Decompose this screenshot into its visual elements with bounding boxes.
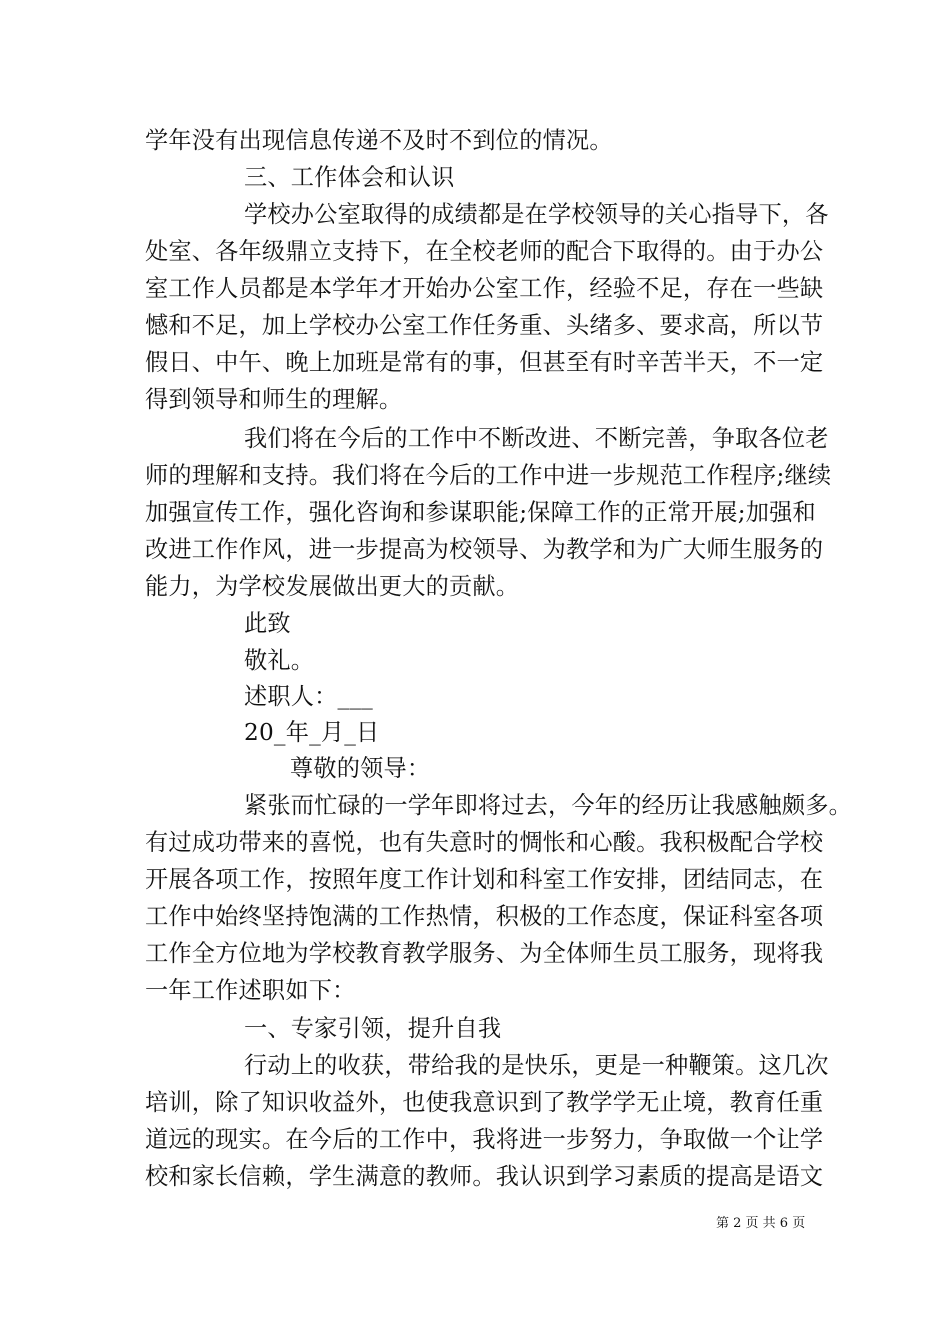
page-number: 第 2 页 共 6 页 [716,1216,806,1231]
closing-line: 此致 [244,610,291,637]
text-line: 憾和不足，加上学校办公室工作任务重、头绪多、要求高，所以节 [145,312,824,339]
text-line: 有过成功带来的喜悦，也有失意时的惆怅和心酸。我积极配合学校 [145,829,824,856]
text-line: 处室、各年级鼎立支持下，在全校老师的配合下取得的。由于办公 [145,238,824,265]
text-line: 得到领导和师生的理解。 [145,386,403,413]
section-heading: 一、专家引领，提升自我 [244,1015,502,1042]
signature-line: 述职人：___ [244,683,373,710]
text-line: 假日、中午、晚上加班是常有的事，但甚至有时辛苦半天，不一定 [145,349,824,376]
text-line: 开展各项工作，按照年度工作计划和科室工作安排，团结同志，在 [145,866,824,893]
section-heading: 三、工作体会和认识 [244,164,455,191]
closing-line: 敬礼。 [244,647,315,674]
text-line: 师的理解和支持。我们将在今后的工作中进一步规范工作程序;继续 [145,462,832,489]
text-line: 我们将在今后的工作中不断改进、不断完善，争取各位老 [244,425,829,452]
text-line: 加强宣传工作，强化咨询和参谋职能;保障工作的正常开展;加强和 [145,499,816,526]
text-line: 工作中始终坚持饱满的工作热情，积极的工作态度，保证科室各项 [145,903,824,930]
text-line: 能力，为学校发展做出更大的贡献。 [145,573,520,600]
text-line: 学年没有出现信息传递不及时不到位的情况。 [145,127,613,154]
text-line: 培训，除了知识收益外，也使我意识到了教学学无止境，教育任重 [145,1089,824,1116]
text-line: 行动上的收获，带给我的是快乐，更是一种鞭策。这几次 [244,1052,829,1079]
text-line: 改进工作作风，进一步提高为校领导、为教学和为广大师生服务的 [145,536,824,563]
text-line: 紧张而忙碌的一学年即将过去，今年的经历让我感触颇多。 [244,792,853,819]
salutation: 尊敬的领导： [290,755,431,782]
text-line: 学校办公室取得的成绩都是在学校领导的关心指导下，各 [244,201,829,228]
text-line: 一年工作述职如下： [145,977,356,1004]
text-line: 校和家长信赖，学生满意的教师。我认识到学习素质的提高是语文 [145,1163,824,1190]
text-line: 室工作人员都是本学年才开始办公室工作，经验不足，存在一些缺 [145,275,824,302]
text-line: 道远的现实。在今后的工作中，我将进一步努力，争取做一个让学 [145,1126,824,1153]
text-line: 工作全方位地为学校教育教学服务、为全体师生员工服务，现将我 [145,940,824,967]
date-line: 20_年_月_日 [244,719,380,746]
